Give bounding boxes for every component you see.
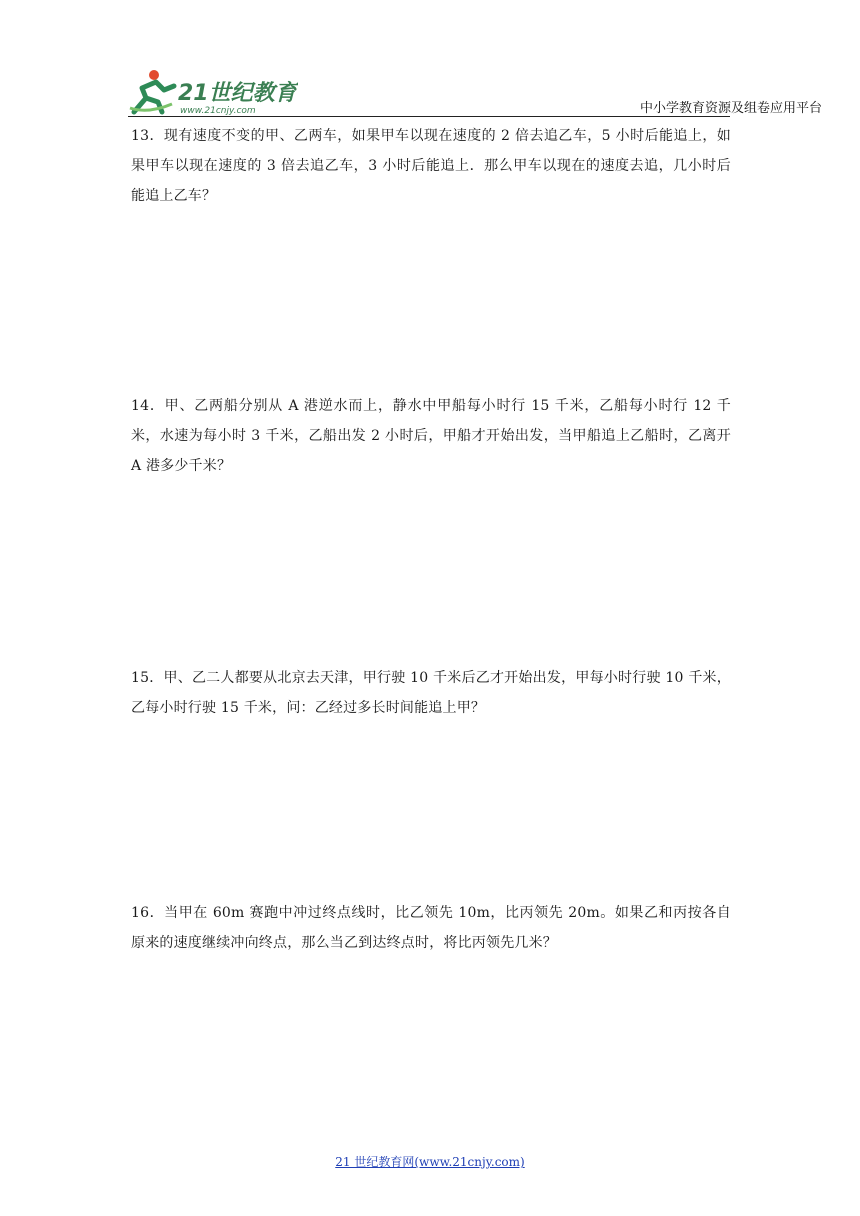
site-logo[interactable] [128, 68, 298, 116]
runner-logo-icon [128, 68, 298, 116]
question-13: 13．现有速度不变的甲、乙两车，如果甲车以现在速度的 2 倍去追乙车，5 小时后能追上，如果甲车以现在速度的 3 倍去追乙车，3 小时后能追上．那么甲车以现在的速度去追，几小时后能追上乙车？ [131, 128, 731, 204]
question-16: 16．当甲在 60m 赛跑中冲过终点线时，比乙领先 10m，比丙领先 20m。如果乙和丙按各自原来的速度继续冲向终点，那么当乙到达终点时，将比丙领先几米？ [131, 905, 731, 951]
question-15: 15．甲、乙二人都要从北京去天津，甲行驶 10 千米后乙才开始出发，甲每小时行驶 10 千米，乙每小时行驶 15 千米，问：乙经过多长时间能追上甲？ [131, 670, 731, 716]
page-footer [0, 1153, 860, 1170]
platform-name: 中小学教育资源及组卷应用平台 [639, 101, 822, 116]
footer-link[interactable]: 21 世纪教育网(www.21cnjy.com) [335, 1155, 525, 1169]
page-header [0, 0, 860, 120]
svg-text:www.21cnjy.com: www.21cnjy.com [180, 106, 256, 116]
question-14: 14．甲、乙两船分别从 A 港逆水而上，静水中甲船每小时行 15 千米，乙船每小时行 12 千米，水速为每小时 3 千米，乙船出发 2 小时后，甲船才开始出发，当甲船追上乙船时，乙离开 A 港多少千米？ [131, 398, 731, 474]
svg-text:21世纪教育: 21世纪教育 [178, 81, 297, 106]
header-divider [128, 116, 730, 117]
